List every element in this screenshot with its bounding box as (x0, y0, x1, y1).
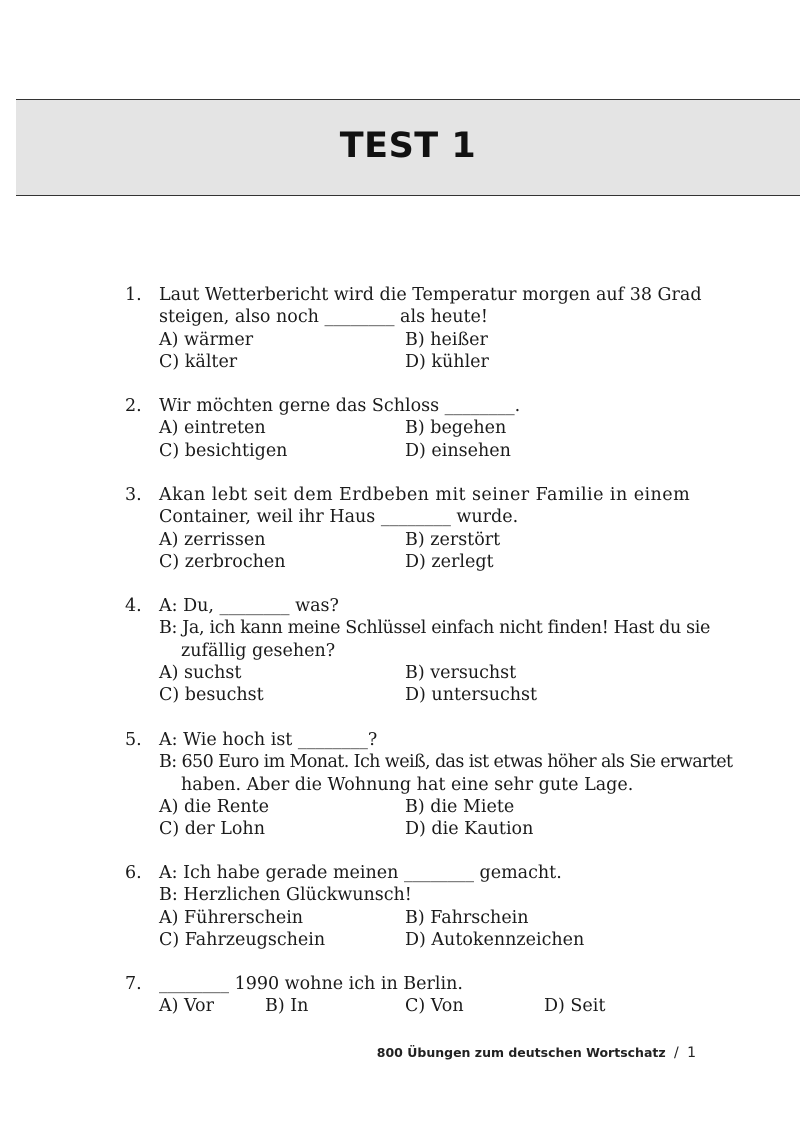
question-text (159, 284, 725, 329)
option-d[interactable]: D) zerlegt (405, 551, 494, 572)
question-number: 6. (125, 863, 142, 883)
question-line: B: 650 Euro im Monat. Ich weiß, das ist etwas höher als Sie erwartet (159, 752, 733, 773)
test-title-banner (16, 99, 800, 196)
option-a[interactable]: A) eintreten (159, 418, 266, 439)
question-line: B: Herzlichen Glückwunsch! (159, 885, 412, 906)
question-4 (125, 595, 725, 706)
answer-options (159, 796, 725, 841)
option-c[interactable]: C) Fahrzeugschein (159, 929, 326, 950)
question-line: Akan lebt seit dem Erdbeben mit seiner Familie in einem (159, 485, 691, 505)
option-b[interactable]: B) zerstört (405, 529, 501, 550)
question-1 (125, 284, 725, 373)
question-text (159, 862, 725, 907)
question-line: Laut Wetterbericht wird die Temperatur morgen auf 38 Grad (159, 285, 702, 305)
question-line: steigen, also noch ________ als heute! (159, 307, 488, 328)
option-a[interactable]: A) zerrissen (159, 529, 266, 550)
option-d[interactable]: D) Seit (544, 996, 606, 1017)
option-b[interactable]: B) begehen (405, 418, 507, 439)
option-b[interactable]: B) In (265, 996, 309, 1017)
question-text (159, 729, 733, 796)
book-title: 800 Übungen zum deutschen Wortschatz (376, 1045, 666, 1060)
option-d[interactable]: D) Autokennzeichen (405, 929, 585, 950)
answer-options (159, 329, 725, 374)
page-number: 1 (687, 1045, 696, 1061)
page-title: TEST 1 (339, 126, 477, 166)
question-line: A: Du, ________ was? (159, 596, 339, 616)
question-number: 1. (125, 285, 142, 305)
answer-options (159, 529, 725, 574)
question-6 (125, 862, 725, 951)
answer-options (159, 995, 725, 1017)
question-line: A: Wie hoch ist ________? (159, 730, 378, 750)
answer-options (159, 417, 725, 462)
answer-options (159, 907, 725, 952)
question-line: A: Ich habe gerade meinen ________ gemacht. (159, 863, 562, 883)
option-d[interactable]: D) untersuchst (405, 685, 538, 706)
option-b[interactable]: B) versuchst (405, 662, 517, 683)
option-c[interactable]: C) besichtigen (159, 440, 288, 461)
option-c[interactable]: C) kälter (159, 351, 238, 372)
question-number: 5. (125, 730, 142, 750)
question-text (159, 595, 725, 662)
option-a[interactable]: A) suchst (159, 662, 242, 683)
option-a[interactable]: A) die Rente (159, 796, 269, 817)
question-text (159, 484, 725, 529)
option-b[interactable]: B) Fahrschein (405, 907, 529, 928)
option-a[interactable]: A) Vor (159, 996, 214, 1017)
question-text (159, 973, 725, 995)
option-c[interactable]: C) besuchst (159, 685, 264, 706)
question-line: Container, weil ihr Haus ________ wurde. (159, 507, 519, 528)
question-line: Wir möchten gerne das Schloss ________. (159, 396, 521, 416)
footer-separator: / (674, 1045, 679, 1061)
option-a[interactable]: A) Führerschein (159, 907, 304, 928)
question-5 (125, 729, 733, 840)
question-2 (125, 395, 725, 462)
question-number: 3. (125, 485, 142, 505)
question-line: ________ 1990 wohne ich in Berlin. (159, 974, 463, 994)
question-number: 7. (125, 974, 142, 994)
option-d[interactable]: D) kühler (405, 351, 489, 372)
option-c[interactable]: C) der Lohn (159, 819, 265, 840)
option-b[interactable]: B) die Miete (405, 796, 515, 817)
option-c[interactable]: C) Von (405, 996, 464, 1017)
answer-options (159, 662, 725, 707)
option-d[interactable]: D) einsehen (405, 440, 511, 461)
question-3 (125, 484, 725, 573)
question-line: B: Ja, ich kann meine Schlüssel einfach nicht finden! Hast du sie (159, 618, 710, 639)
page-footer (377, 1045, 696, 1061)
option-a[interactable]: A) wärmer (159, 329, 254, 350)
question-line: zufällig gesehen? (181, 640, 336, 661)
question-number: 2. (125, 396, 142, 416)
question-7 (125, 973, 725, 1018)
option-c[interactable]: C) zerbrochen (159, 551, 286, 572)
option-d[interactable]: D) die Kaution (405, 819, 534, 840)
option-b[interactable]: B) heißer (405, 329, 488, 350)
question-line: haben. Aber die Wohnung hat eine sehr gute Lage. (181, 774, 634, 795)
question-text (159, 395, 725, 417)
question-number: 4. (125, 596, 142, 616)
